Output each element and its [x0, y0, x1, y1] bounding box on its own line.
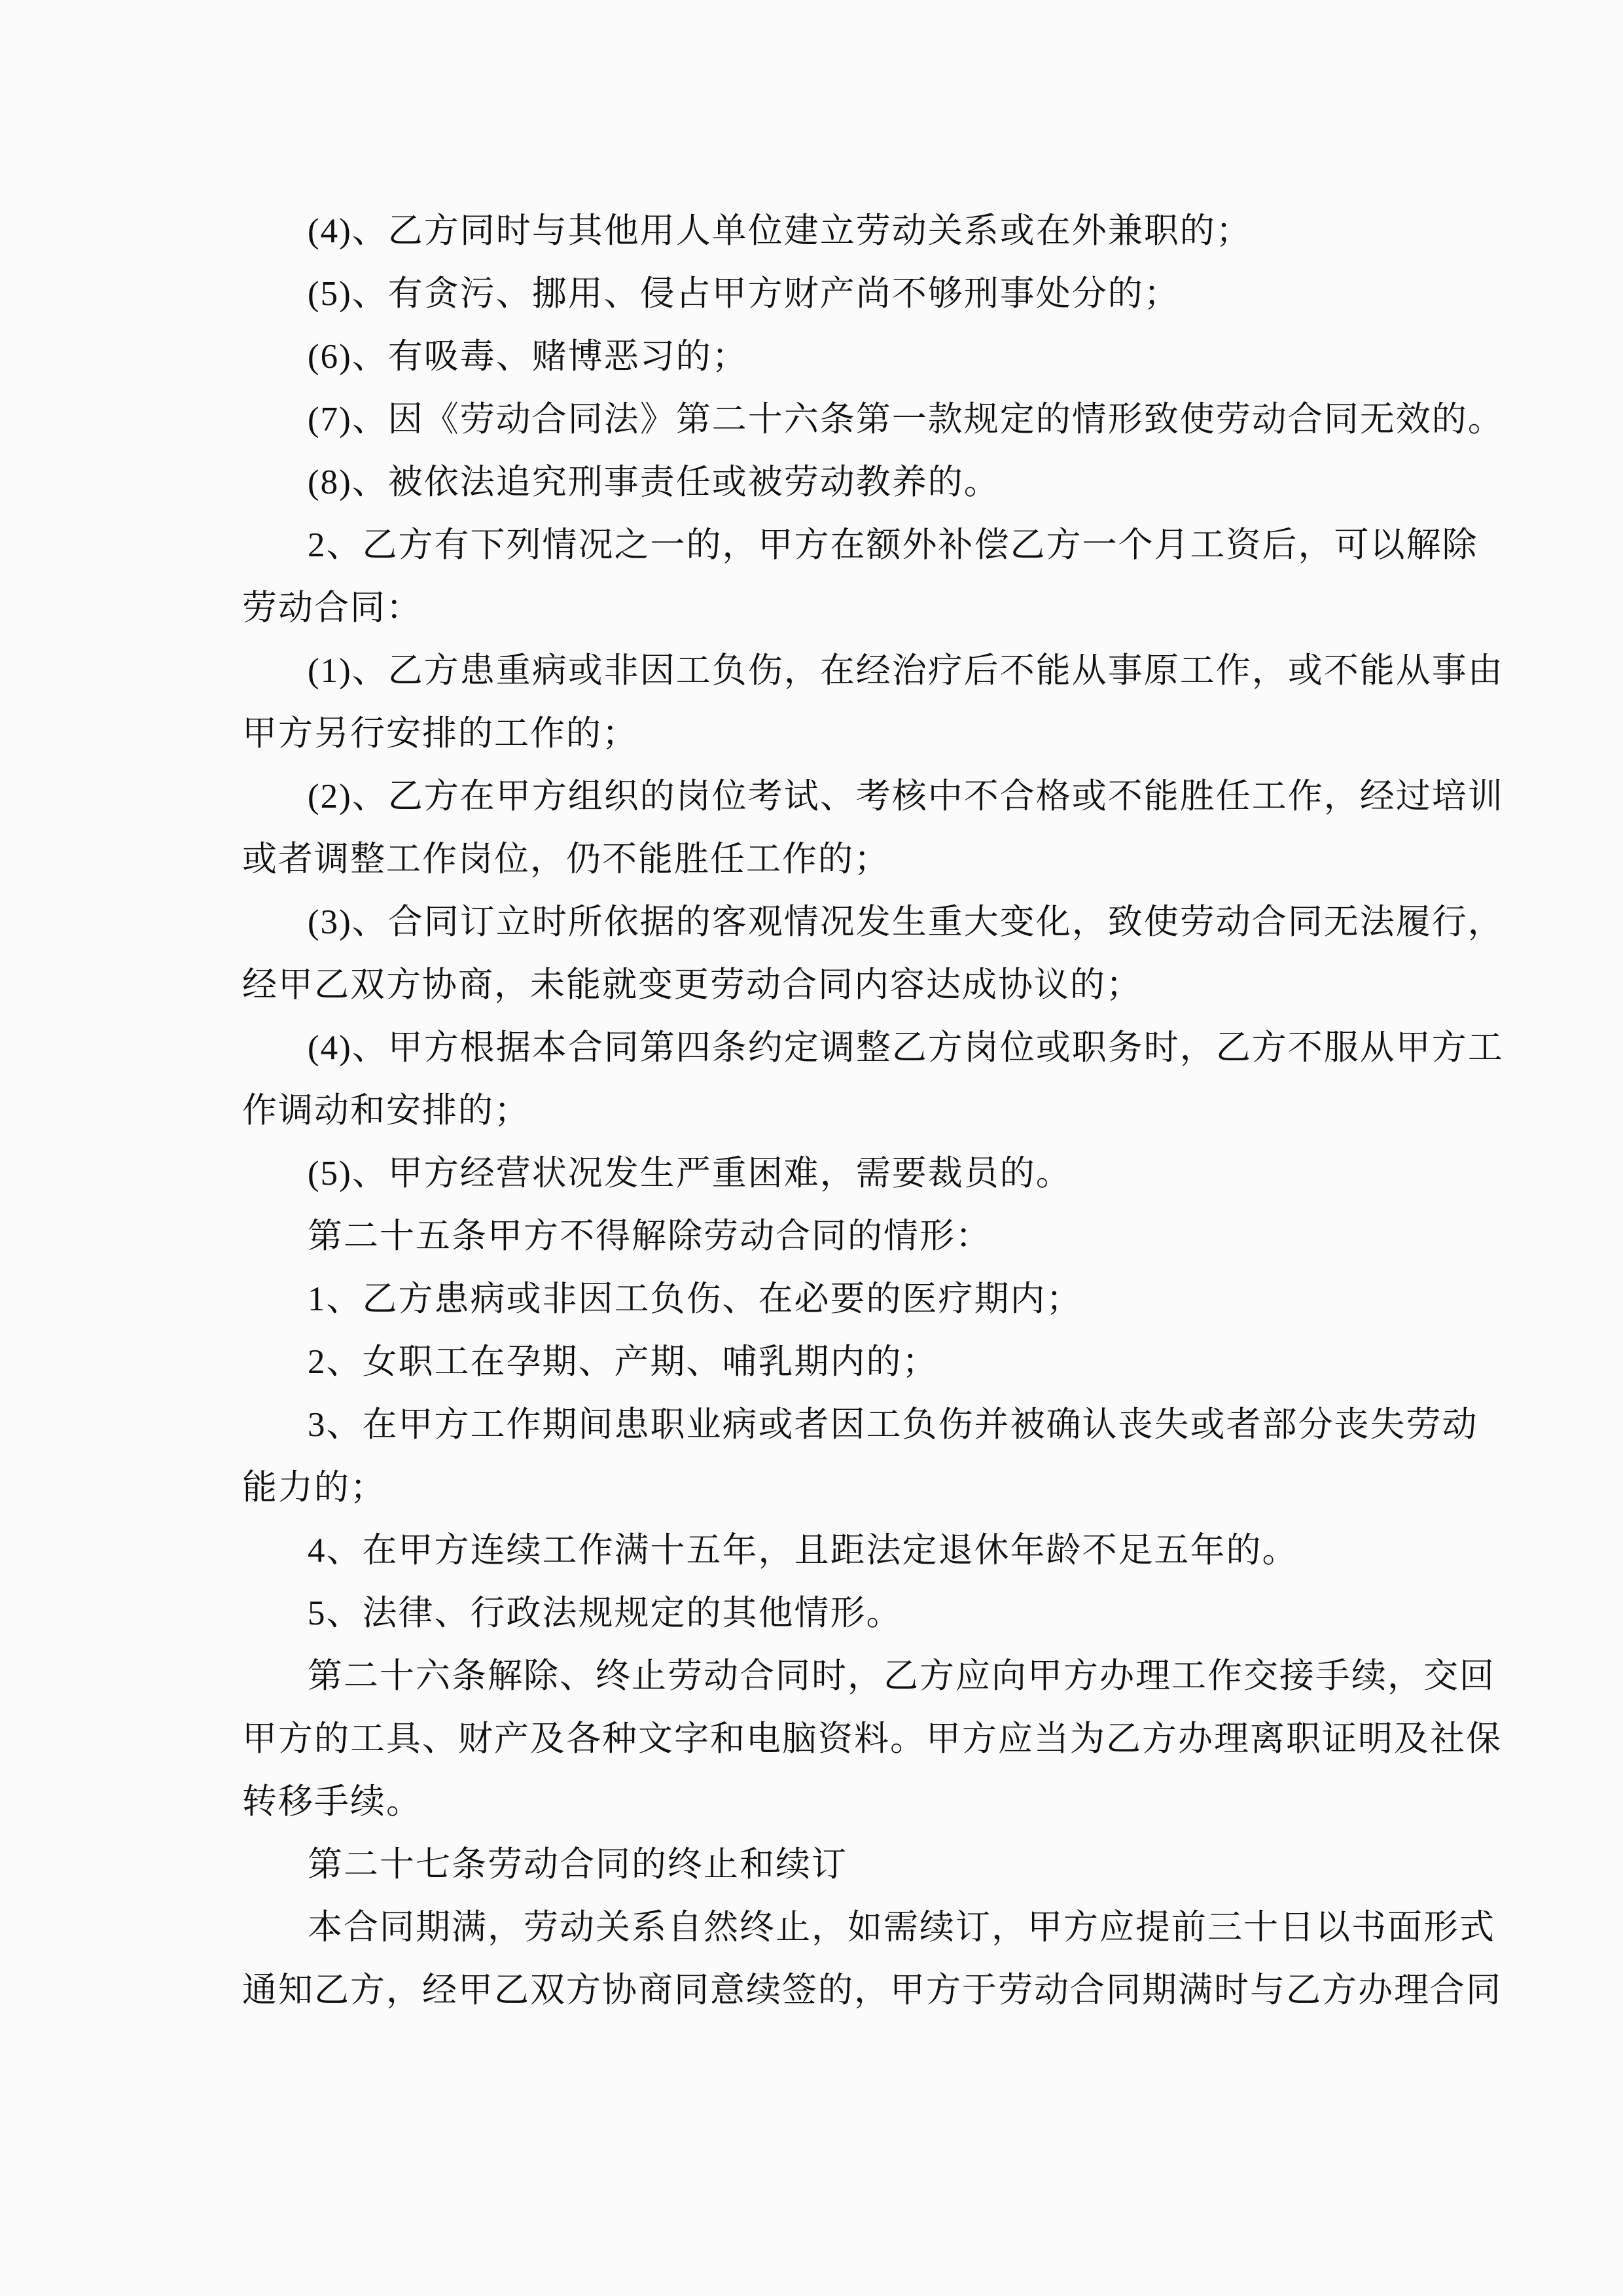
text-line-23: 5、法律、行政法规规定的其他情形。: [308, 1594, 902, 1632]
text-line-11: 或者调整工作岗位，仍不能胜任工作的；: [242, 840, 890, 878]
text-line-29: 通知乙方，经甲乙双方协商同意续签的，甲方于劳动合同期满时与乙方办理合同: [242, 1971, 1502, 2009]
text-line-22: 4、在甲方连续工作满十五年，且距法定退休年龄不足五年的。: [308, 1532, 1298, 1570]
text-line-21: 能力的；: [242, 1469, 386, 1507]
text-line-12: (3)、合同订立时所依据的客观情况发生重大变化，致使劳动合同无法履行，: [308, 903, 1504, 941]
text-line-2: (5)、有贪污、挪用、侵占甲方财产尚不够刑事处分的；: [308, 275, 1180, 313]
text-line-25: 甲方的工具、财产及各种文字和电脑资料。甲方应当为乙方办理离职证明及社保: [242, 1720, 1502, 1758]
text-line-28: 本合同期满，劳动关系自然终止，如需续订，甲方应提前三十日以书面形式: [308, 1909, 1495, 1946]
text-line-27: 第二十七条劳动合同的终止和续订: [308, 1846, 847, 1884]
text-line-16: (5)、甲方经营状况发生严重困难，需要裁员的。: [308, 1155, 1072, 1193]
text-line-15: 作调动和安排的；: [242, 1092, 530, 1130]
text-line-5: (8)、被依法追究刑事责任或被劳动教养的。: [308, 463, 1000, 501]
text-line-4: (7)、因《劳动合同法》第二十六条第一款规定的情形致使劳动合同无效的。: [308, 401, 1504, 439]
text-line-19: 2、女职工在孕期、产期、哺乳期内的；: [308, 1343, 938, 1381]
contract-text-block: [242, 200, 1504, 2022]
text-line-10: (2)、乙方在甲方组织的岗位考试、考核中不合格或不能胜任工作，经过培训: [308, 778, 1504, 816]
text-line-17: 第二十五条甲方不得解除劳动合同的情形：: [308, 1217, 991, 1255]
text-line-8: (1)、乙方患重病或非因工负伤，在经治疗后不能从事原工作，或不能从事由: [308, 652, 1504, 690]
text-line-20: 3、在甲方工作期间患职业病或者因工负伤并被确认丧失或者部分丧失劳动: [308, 1406, 1478, 1444]
text-line-7: 劳动合同：: [242, 589, 422, 627]
text-line-1: (4)、乙方同时与其他用人单位建立劳动关系或在外兼职的；: [308, 212, 1252, 250]
text-line-3: (6)、有吸毒、赌博恶习的；: [308, 338, 748, 376]
text-line-24: 第二十六条解除、终止劳动合同时，乙方应向甲方办理工作交接手续，交回: [308, 1657, 1495, 1695]
text-line-9: 甲方另行安排的工作的；: [242, 715, 638, 753]
text-line-13: 经甲乙双方协商，未能就变更劳动合同内容达成协议的；: [242, 966, 1142, 1004]
text-line-26: 转移手续。: [242, 1783, 422, 1821]
text-line-14: (4)、甲方根据本合同第四条约定调整乙方岗位或职务时，乙方不服从甲方工: [308, 1029, 1504, 1067]
text-line-6: 2、乙方有下列情况之一的，甲方在额外补偿乙方一个月工资后，可以解除: [308, 526, 1478, 564]
text-line-18: 1、乙方患病或非因工负伤、在必要的医疗期内；: [308, 1280, 1082, 1318]
